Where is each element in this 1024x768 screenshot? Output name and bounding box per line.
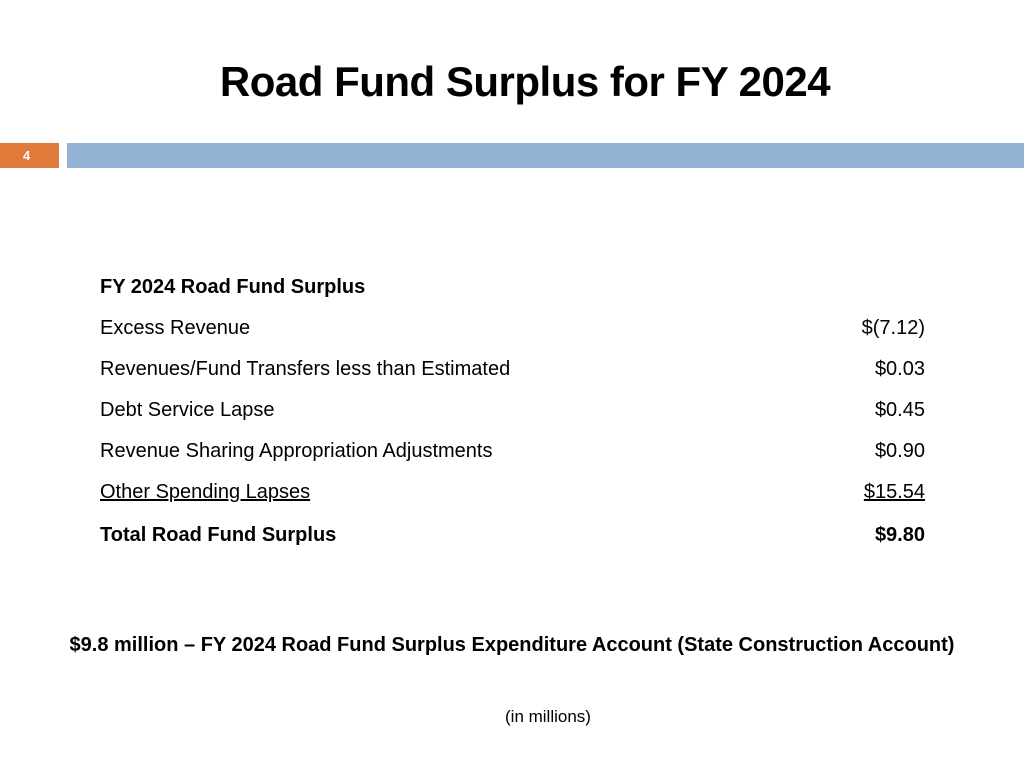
row-label: Excess Revenue (100, 317, 251, 339)
table-row (100, 393, 925, 434)
row-label: Revenues/Fund Transfers less than Estimated (100, 358, 511, 380)
row-value: $(7.12) (861, 317, 925, 339)
table-total-row (100, 518, 925, 559)
row-label: Revenue Sharing Appropriation Adjustments (100, 440, 493, 462)
units-note: (in millions) (505, 707, 591, 726)
table-row (100, 352, 925, 393)
slide-number: 4 (0, 143, 59, 168)
row-label: Other Spending Lapses (100, 481, 311, 503)
total-label: Total Road Fund Surplus (100, 524, 337, 546)
table-heading-row (100, 270, 925, 311)
total-value: $9.80 (874, 524, 925, 546)
table-row (100, 434, 925, 475)
surplus-summary: $9.8 million – FY 2024 Road Fund Surplus Expenditure Account (State Construction Account) (69, 634, 955, 656)
surplus-table (100, 270, 925, 559)
title-accent-bar (67, 143, 1024, 168)
row-value: $0.45 (874, 399, 925, 421)
table-heading: FY 2024 Road Fund Surplus (100, 276, 366, 298)
slide-title: Road Fund Surplus for FY 2024 (219, 58, 831, 105)
row-value: $15.54 (863, 481, 925, 503)
row-label: Debt Service Lapse (100, 399, 275, 421)
table-row (100, 475, 925, 518)
table-row (100, 311, 925, 352)
row-value: $0.90 (874, 440, 925, 462)
row-value: $0.03 (874, 358, 925, 380)
